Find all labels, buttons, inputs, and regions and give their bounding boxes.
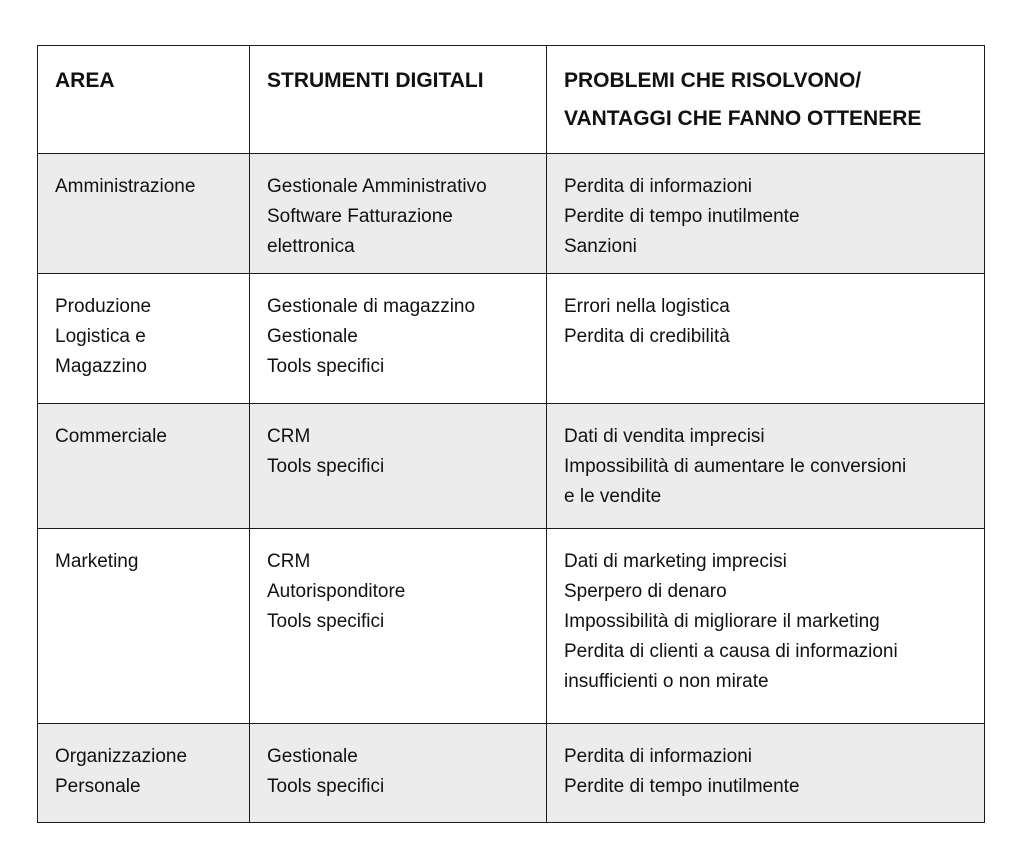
cell-line: Perdita di clienti a causa di informazioni [564,641,898,662]
cell-area [38,529,250,724]
cell-area [38,154,250,274]
cell-line: Sperpero di denaro [564,581,727,602]
cell-area [38,274,250,404]
cell-line: CRM [267,551,311,572]
cell-line: Gestionale Amministrativo [267,176,487,197]
cell-line: Dati di vendita imprecisi [564,426,765,447]
cell-line: insufficienti o non mirate [564,671,769,692]
cell-line: Organizzazione [55,746,188,767]
cell-line: Produzione [55,296,152,317]
cell-line: Logistica e [55,326,146,347]
cell-problems [547,529,985,724]
cell-tools [250,724,547,823]
cell-area [38,404,250,529]
cell-line: Perdita di informazioni [564,746,752,767]
cell-line: Tools specifici [267,456,385,477]
cell-line: Perdita di credibilità [564,326,730,347]
cell-line: Gestionale [267,746,358,767]
cell-problems [547,724,985,823]
cell-tools [250,274,547,404]
cell-problems [547,404,985,529]
header-problems [547,46,985,154]
cell-line: Sanzioni [564,236,637,257]
cell-line: Gestionale [267,326,358,347]
table-row [38,404,985,529]
header-problems-line-2: VANTAGGI CHE FANNO OTTENERE [564,107,922,130]
cell-problems [547,154,985,274]
cell-tools [250,404,547,529]
cell-area [38,724,250,823]
cell-line: Impossibilità di aumentare le conversioni [564,456,907,477]
header-tools: STRUMENTI DIGITALI [250,46,547,154]
cell-tools [250,154,547,274]
header-problems-line-1: PROBLEMI CHE RISOLVONO/ [564,69,862,92]
cell-problems [547,274,985,404]
cell-line: Tools specifici [267,356,385,377]
table-row [38,154,985,274]
cell-line: Tools specifici [267,776,385,797]
cell-line: Marketing [55,551,139,572]
cell-line: Autorisponditore [267,581,406,602]
cell-line: Dati di marketing imprecisi [564,551,787,572]
cell-line: elettronica [267,236,355,257]
cell-line: Perdita di informazioni [564,176,752,197]
table-row [38,724,985,823]
cell-line: Commerciale [55,426,167,447]
cell-line: Amministrazione [55,176,196,197]
cell-line: e le vendite [564,486,662,507]
header-area: AREA [38,46,250,154]
cell-line: Gestionale di magazzino [267,296,476,317]
table-row [38,529,985,724]
cell-line: Personale [55,776,141,797]
cell-line: Magazzino [55,356,147,377]
cell-line: CRM [267,426,311,447]
digital-tools-table-container [37,45,984,823]
cell-line: Perdite di tempo inutilmente [564,776,800,797]
table-row [38,274,985,404]
cell-line: Perdite di tempo inutilmente [564,206,800,227]
cell-tools [250,529,547,724]
cell-line: Errori nella logistica [564,296,730,317]
cell-line: Software Fatturazione [267,206,453,227]
digital-tools-table [37,45,985,823]
cell-line: Impossibilità di migliorare il marketing [564,611,880,632]
cell-line: Tools specifici [267,611,385,632]
table-header-row [38,46,985,154]
